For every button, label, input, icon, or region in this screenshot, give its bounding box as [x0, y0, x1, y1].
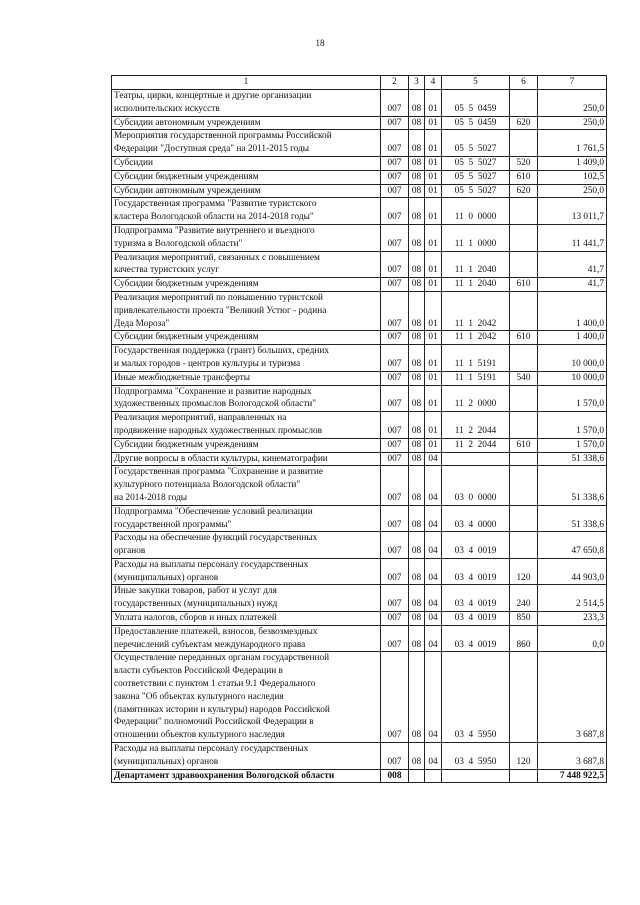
budget-table: [111, 75, 607, 783]
ministry-code-cell: 007: [381, 371, 409, 385]
section-cell: 08: [409, 156, 425, 170]
target-article-cell: 11 1 5191: [442, 345, 510, 372]
expense-type-cell: [510, 251, 538, 278]
amount-cell: 233,3: [538, 612, 607, 626]
subsection-cell: 04: [425, 652, 442, 743]
subsection-cell: 04: [425, 743, 442, 770]
item-name-line: органов: [114, 546, 146, 557]
amount-cell: 1 570,0: [538, 385, 607, 412]
ministry-code-cell: 007: [381, 156, 409, 170]
target-article-cell: 05 5 5027: [442, 184, 510, 198]
item-name-cell: [112, 90, 381, 117]
expense-type-cell: 120: [510, 743, 538, 770]
ministry-code-cell: 007: [381, 278, 409, 292]
item-name-line: Субсидии автономным учреждениям: [114, 117, 261, 128]
table-row: [112, 130, 607, 157]
expense-type-cell: [510, 198, 538, 225]
item-name-line: Федерации "Доступная среда" на 2011-2015 годы: [114, 144, 310, 155]
target-article-cell: 03 4 0019: [442, 625, 510, 652]
item-name-cell: [112, 198, 381, 225]
table-row: [112, 184, 607, 198]
section-cell: 08: [409, 585, 425, 612]
table-row: [112, 438, 607, 452]
subsection-cell: 01: [425, 90, 442, 117]
item-name-line: закона "Об объектах культурного наследия: [114, 691, 284, 702]
section-cell: 08: [409, 558, 425, 585]
target-article-cell: 11 1 0000: [442, 224, 510, 251]
amount-cell: 0,0: [538, 625, 607, 652]
expense-type-cell: [510, 466, 538, 505]
target-article-cell: 11 0 0000: [442, 198, 510, 225]
expense-type-cell: [510, 385, 538, 412]
section-cell: 08: [409, 532, 425, 559]
subsection-cell: 01: [425, 184, 442, 198]
subsection-cell: 01: [425, 291, 442, 330]
ministry-code-cell: 007: [381, 130, 409, 157]
target-article-cell: 11 2 2044: [442, 412, 510, 439]
item-name-line: Государственная программа "Развитие туристского: [114, 199, 317, 210]
ministry-code-cell: 007: [381, 90, 409, 117]
amount-cell: 102,5: [538, 170, 607, 184]
amount-cell: 41,7: [538, 278, 607, 292]
item-name-cell: [112, 184, 381, 198]
target-article-cell: [442, 769, 510, 783]
amount-cell: 3 687,8: [538, 652, 607, 743]
expense-type-cell: 240: [510, 585, 538, 612]
header-col-7: 7: [538, 76, 607, 90]
amount-cell: 1 761,5: [538, 130, 607, 157]
item-name-line: Расходы на обеспечение функций государственных: [114, 533, 318, 544]
ministry-code-cell: 007: [381, 170, 409, 184]
item-name-line: туризма в Вологодской области": [114, 238, 243, 249]
subsection-cell: 01: [425, 438, 442, 452]
target-article-cell: 05 5 5027: [442, 130, 510, 157]
subsection-cell: 01: [425, 278, 442, 292]
table-row: [112, 278, 607, 292]
section-cell: 08: [409, 452, 425, 466]
subsection-cell: 01: [425, 224, 442, 251]
item-name-line: государственной программы": [114, 519, 232, 530]
table-row: [112, 769, 607, 783]
item-name-line: Театры, цирки, концертные и другие организации: [114, 91, 312, 101]
subsection-cell: 01: [425, 331, 442, 345]
item-name-cell: [112, 130, 381, 157]
ministry-code-cell: 007: [381, 612, 409, 626]
amount-cell: 11 441,7: [538, 224, 607, 251]
target-article-cell: 03 4 0019: [442, 532, 510, 559]
item-name-line: художественных промыслов Вологодской области": [114, 399, 317, 410]
item-name-line: Расходы на выплаты персоналу государственных: [114, 559, 309, 570]
target-article-cell: 03 4 0019: [442, 612, 510, 626]
item-name-line: Подпрограмма "Обеспечение условий реализации: [114, 506, 313, 517]
item-name-line: на 2014-2018 годы: [114, 492, 187, 503]
section-cell: 08: [409, 466, 425, 505]
section-cell: 08: [409, 198, 425, 225]
item-name-cell: [112, 331, 381, 345]
subsection-cell: 01: [425, 116, 442, 130]
table-row: [112, 412, 607, 439]
amount-cell: 1 400,0: [538, 291, 607, 330]
amount-cell: 1 570,0: [538, 412, 607, 439]
ministry-code-cell: 007: [381, 585, 409, 612]
ministry-code-cell: 007: [381, 652, 409, 743]
item-name-line: Федерации" полномочий Российской Федерации в: [114, 717, 314, 728]
amount-cell: 51 338,6: [538, 466, 607, 505]
expense-type-cell: 540: [510, 371, 538, 385]
expense-type-cell: 850: [510, 612, 538, 626]
item-name-line: Иные межбюджетные трансферты: [114, 372, 250, 383]
item-name-line: кластера Вологодской области на 2014-2018 годы": [114, 212, 314, 223]
target-article-cell: [442, 452, 510, 466]
target-article-cell: 11 1 2040: [442, 251, 510, 278]
amount-cell: 7 448 922,5: [538, 769, 607, 783]
item-name-cell: [112, 412, 381, 439]
target-article-cell: 05 5 5027: [442, 170, 510, 184]
item-name-cell: [112, 224, 381, 251]
ministry-code-cell: 008: [381, 769, 409, 783]
section-cell: 08: [409, 331, 425, 345]
item-name-line: Государственная поддержка (грант) больших, средних: [114, 346, 329, 357]
target-article-cell: 03 0 0000: [442, 466, 510, 505]
table-row: [112, 743, 607, 770]
target-article-cell: 11 1 2042: [442, 291, 510, 330]
expense-type-cell: [510, 224, 538, 251]
table-row: [112, 612, 607, 626]
item-name-line: Предоставление платежей, взносов, безвозмездных: [114, 626, 318, 637]
item-name-line: исполнительских искусств: [114, 103, 220, 114]
subsection-cell: 04: [425, 625, 442, 652]
subsection-cell: 04: [425, 505, 442, 532]
ministry-code-cell: 007: [381, 532, 409, 559]
item-name-line: Мероприятия государственной программы Российской: [114, 131, 332, 142]
item-name-line: привлекательности проекта "Великий Устюг - родина: [114, 305, 327, 316]
item-name-line: (муниципальных) органов: [114, 756, 219, 767]
item-name-line: и малых городов - центров культуры и туризма: [114, 358, 301, 369]
item-name-line: (муниципальных) органов: [114, 572, 219, 583]
section-cell: 08: [409, 345, 425, 372]
item-name-line: соответствии с пунктом 1 статьи 9.1 Федерального: [114, 679, 316, 690]
table-row: [112, 385, 607, 412]
item-name-line: власти субъектов Российской Федерации в: [114, 666, 283, 677]
amount-cell: 41,7: [538, 251, 607, 278]
section-cell: 08: [409, 278, 425, 292]
table-row: [112, 532, 607, 559]
header-col-6: 6: [510, 76, 538, 90]
item-name-line: Субсидии бюджетным учреждениям: [114, 439, 259, 450]
item-name-line: продвижение народных художественных промыслов: [114, 425, 322, 436]
subsection-cell: 04: [425, 466, 442, 505]
amount-cell: 47 650,8: [538, 532, 607, 559]
table-row: [112, 331, 607, 345]
amount-cell: 250,0: [538, 116, 607, 130]
table-row: [112, 198, 607, 225]
item-name-line: (памятниках истории и культуры) народов Российской: [114, 704, 330, 715]
header-col-1: 1: [112, 76, 381, 90]
amount-cell: 1 409,0: [538, 156, 607, 170]
expense-type-cell: [510, 452, 538, 466]
item-name-cell: [112, 345, 381, 372]
section-cell: 08: [409, 743, 425, 770]
expense-type-cell: 610: [510, 331, 538, 345]
section-cell: 08: [409, 170, 425, 184]
item-name-line: Государственная программа "Сохранение и развитие: [114, 467, 323, 478]
target-article-cell: 03 4 5950: [442, 743, 510, 770]
item-name-cell: [112, 769, 381, 783]
amount-cell: 10 000,0: [538, 345, 607, 372]
item-name-line: Уплата налогов, сборов и иных платежей: [114, 613, 277, 624]
item-name-cell: [112, 116, 381, 130]
section-cell: 08: [409, 412, 425, 439]
expense-type-cell: [510, 505, 538, 532]
ministry-code-cell: 007: [381, 558, 409, 585]
item-name-cell: [112, 532, 381, 559]
target-article-cell: 05 5 0459: [442, 90, 510, 117]
ministry-code-cell: 007: [381, 625, 409, 652]
item-name-cell: [112, 278, 381, 292]
subsection-cell: 01: [425, 385, 442, 412]
amount-cell: 1 570,0: [538, 438, 607, 452]
expense-type-cell: 610: [510, 278, 538, 292]
item-name-line: государственных (муниципальных) нужд: [114, 599, 278, 610]
item-name-cell: [112, 452, 381, 466]
expense-type-cell: [510, 90, 538, 117]
amount-cell: 44 903,0: [538, 558, 607, 585]
subsection-cell: 04: [425, 452, 442, 466]
ministry-code-cell: 007: [381, 345, 409, 372]
expense-type-cell: 860: [510, 625, 538, 652]
header-col-4: 4: [425, 76, 442, 90]
subsection-cell: 01: [425, 198, 442, 225]
header-row: [112, 76, 607, 90]
amount-cell: 1 400,0: [538, 331, 607, 345]
section-cell: 08: [409, 116, 425, 130]
item-name-line: Субсидии бюджетным учреждениям: [114, 171, 259, 182]
section-cell: 08: [409, 371, 425, 385]
expense-type-cell: [510, 130, 538, 157]
item-name-cell: [112, 612, 381, 626]
table-row: [112, 585, 607, 612]
item-name-line: Деда Мороза": [114, 318, 170, 329]
section-cell: 08: [409, 90, 425, 117]
target-article-cell: 03 4 0019: [442, 585, 510, 612]
expense-type-cell: [510, 652, 538, 743]
item-name-cell: [112, 466, 381, 505]
section-cell: 08: [409, 224, 425, 251]
expense-type-cell: [510, 291, 538, 330]
item-name-cell: [112, 385, 381, 412]
item-name-cell: [112, 652, 381, 743]
ministry-code-cell: 007: [381, 466, 409, 505]
item-name-cell: [112, 438, 381, 452]
expense-type-cell: 120: [510, 558, 538, 585]
item-name-line: Реализация мероприятий по повышению туристской: [114, 292, 324, 303]
amount-cell: 250,0: [538, 90, 607, 117]
table-row: [112, 156, 607, 170]
section-cell: 08: [409, 291, 425, 330]
item-name-line: Иные закупки товаров, работ и услуг для: [114, 586, 277, 597]
target-article-cell: 11 1 2042: [442, 331, 510, 345]
item-name-line: Субсидии автономным учреждениям: [114, 185, 261, 196]
subsection-cell: 04: [425, 612, 442, 626]
item-name-cell: [112, 585, 381, 612]
table-row: [112, 170, 607, 184]
ministry-code-cell: 007: [381, 184, 409, 198]
item-name-line: Другие вопросы в области культуры, кинематографии: [114, 453, 328, 464]
subsection-cell: 01: [425, 371, 442, 385]
subsection-cell: 04: [425, 532, 442, 559]
expense-type-cell: [510, 412, 538, 439]
item-name-cell: [112, 156, 381, 170]
item-name-line: отношении объектов культурного наследия: [114, 730, 285, 741]
item-name-line: Осуществление переданных органам государственной: [114, 653, 330, 664]
item-name-line: качества туристских услуг: [114, 265, 220, 276]
ministry-code-cell: 007: [381, 116, 409, 130]
amount-cell: 3 687,8: [538, 743, 607, 770]
item-name-line: Реализация мероприятий, направленных на: [114, 413, 287, 424]
amount-cell: 51 338,6: [538, 505, 607, 532]
section-cell: 08: [409, 184, 425, 198]
ministry-code-cell: 007: [381, 385, 409, 412]
section-cell: 08: [409, 130, 425, 157]
amount-cell: 10 000,0: [538, 371, 607, 385]
table-row: [112, 452, 607, 466]
section-cell: 08: [409, 612, 425, 626]
table-row: [112, 466, 607, 505]
item-name-line: Субсидии бюджетным учреждениям: [114, 279, 259, 290]
table-row: [112, 652, 607, 743]
table-row: [112, 224, 607, 251]
expense-type-cell: [510, 345, 538, 372]
item-name-line: Субсидии бюджетным учреждениям: [114, 332, 259, 343]
expense-type-cell: [510, 532, 538, 559]
section-cell: 08: [409, 652, 425, 743]
subsection-cell: 01: [425, 412, 442, 439]
expense-type-cell: 610: [510, 170, 538, 184]
item-name-cell: [112, 743, 381, 770]
section-cell: 08: [409, 625, 425, 652]
ministry-code-cell: 007: [381, 224, 409, 251]
item-name-cell: [112, 505, 381, 532]
ministry-code-cell: 007: [381, 198, 409, 225]
item-name-line: Департамент здравоохранения Вологодской области: [114, 770, 335, 781]
subsection-cell: 04: [425, 585, 442, 612]
item-name-line: культурного потенциала Вологодской области": [114, 480, 301, 491]
item-name-cell: [112, 625, 381, 652]
item-name-line: Субсидии: [114, 157, 154, 168]
item-name-cell: [112, 251, 381, 278]
table-body: [112, 90, 607, 783]
item-name-line: Расходы на выплаты персоналу государственных: [114, 744, 309, 755]
subsection-cell: 04: [425, 558, 442, 585]
ministry-code-cell: 007: [381, 331, 409, 345]
ministry-code-cell: 007: [381, 251, 409, 278]
ministry-code-cell: 007: [381, 291, 409, 330]
item-name-cell: [112, 170, 381, 184]
table-row: [112, 505, 607, 532]
table-row: [112, 116, 607, 130]
expense-type-cell: 620: [510, 116, 538, 130]
item-name-line: Подпрограмма "Сохранение и развитие народных: [114, 386, 312, 397]
table-row: [112, 345, 607, 372]
header-col-2: 2: [381, 76, 409, 90]
section-cell: 08: [409, 438, 425, 452]
target-article-cell: 11 1 2040: [442, 278, 510, 292]
header-col-3: 3: [409, 76, 425, 90]
expense-type-cell: 520: [510, 156, 538, 170]
item-name-cell: [112, 291, 381, 330]
target-article-cell: 05 5 0459: [442, 116, 510, 130]
item-name-line: Реализация мероприятий, связанных с повышением: [114, 252, 320, 263]
subsection-cell: [425, 769, 442, 783]
header-col-5: 5: [442, 76, 510, 90]
ministry-code-cell: 007: [381, 505, 409, 532]
target-article-cell: 03 4 0019: [442, 558, 510, 585]
item-name-cell: [112, 371, 381, 385]
ministry-code-cell: 007: [381, 438, 409, 452]
subsection-cell: 01: [425, 345, 442, 372]
subsection-cell: 01: [425, 130, 442, 157]
amount-cell: 51 338,6: [538, 452, 607, 466]
amount-cell: 13 011,7: [538, 198, 607, 225]
table-row: [112, 558, 607, 585]
section-cell: [409, 769, 425, 783]
section-cell: 08: [409, 385, 425, 412]
table-row: [112, 625, 607, 652]
target-article-cell: 11 2 0000: [442, 385, 510, 412]
table-row: [112, 371, 607, 385]
page-number: 18: [315, 38, 325, 48]
ministry-code-cell: 007: [381, 743, 409, 770]
item-name-line: Подпрограмма "Развитие внутреннего и въездного: [114, 225, 315, 236]
target-article-cell: 03 4 0000: [442, 505, 510, 532]
section-cell: 08: [409, 505, 425, 532]
target-article-cell: 11 2 2044: [442, 438, 510, 452]
target-article-cell: 05 5 5027: [442, 156, 510, 170]
item-name-cell: [112, 558, 381, 585]
expense-type-cell: [510, 769, 538, 783]
item-name-line: перечислений субъектам международного права: [114, 639, 306, 650]
subsection-cell: 01: [425, 251, 442, 278]
ministry-code-cell: 007: [381, 412, 409, 439]
subsection-cell: 01: [425, 156, 442, 170]
subsection-cell: 01: [425, 170, 442, 184]
ministry-code-cell: 007: [381, 452, 409, 466]
expense-type-cell: 610: [510, 438, 538, 452]
table-row: [112, 90, 607, 117]
target-article-cell: 11 1 5191: [442, 371, 510, 385]
section-cell: 08: [409, 251, 425, 278]
amount-cell: 250,0: [538, 184, 607, 198]
target-article-cell: 03 4 5950: [442, 652, 510, 743]
table-row: [112, 251, 607, 278]
amount-cell: 2 514,5: [538, 585, 607, 612]
table-row: [112, 291, 607, 330]
expense-type-cell: 620: [510, 184, 538, 198]
